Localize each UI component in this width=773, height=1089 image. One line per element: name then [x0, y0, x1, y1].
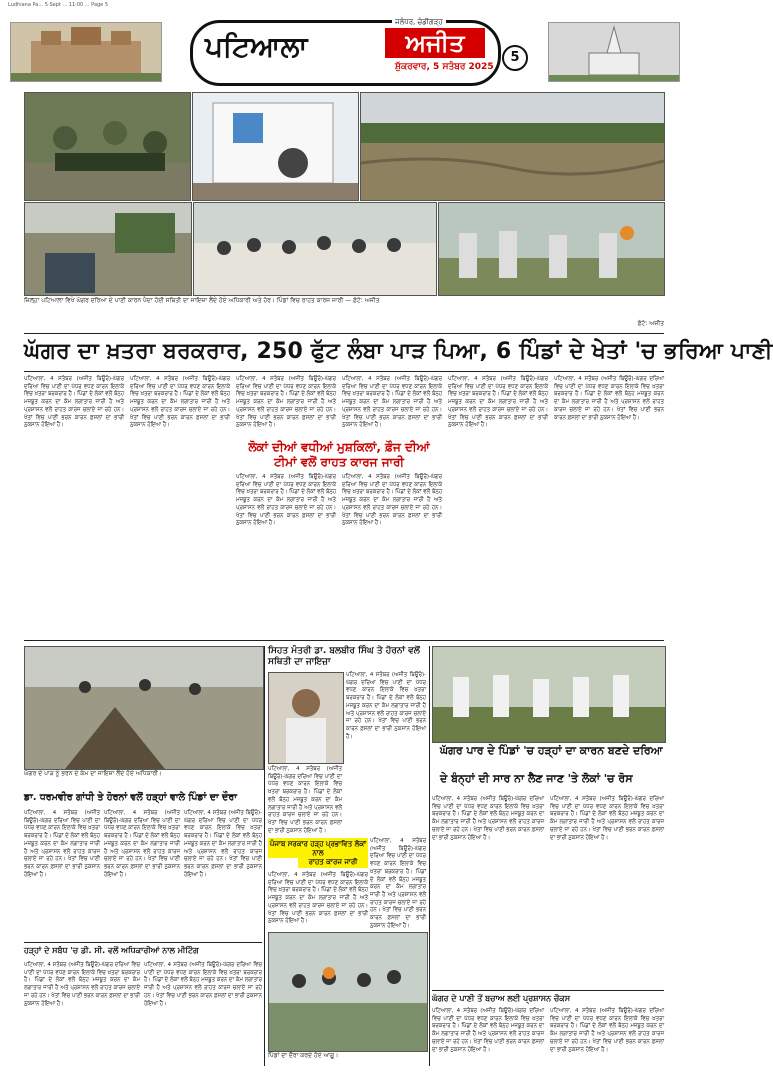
print-slug: Ludhiana Pa... 5 Sept ... 11:00 ... Page 5 [8, 2, 109, 8]
masthead-date: ਸ਼ੁੱਕਰਵਾਰ, 5 ਸਤੰਬਰ 2025 [395, 62, 494, 72]
photo-officials-group [193, 202, 437, 296]
yellow-tag-2: ਰਾਹਤ ਕਾਰਜ ਜਾਰੀ [298, 858, 368, 868]
photo-rescue-boat [24, 92, 191, 201]
article-column-4: ਪਟਿਆਲਾ, 4 ਸਤੰਬਰ (ਅਜੀਤ ਬਿਊਰੋ)-ਘੱਗਰ ਦਰਿਆ ਵਿਚ ਪਾਣੀ ਦਾ ਪੱਧਰ ਵਧਣ ਕਾਰਨ ਇਲਾਕੇ ਵਿਚ ਖ਼ਤਰਾ ਬਰਕਰਾਰ ਹੈ। ਪਿੰਡਾਂ ਦੇ ਲੋਕਾਂ ਵਲੋਂ ਬੰਨ੍ਹ ਮਜ਼ਬੂਤ ਕਰਨ ਦਾ ਕੰਮ ਲਗਾਤਾਰ ਜਾਰੀ ਹੈ ਅਤੇ ਪ੍ਰਸ਼ਾਸਨ ਵਲੋਂ ਰਾਹਤ ਕਾਰਜ ਚਲਾਏ ਜਾ ਰਹੇ ਹਨ। ਖੇਤਾਂ ਵਿਚ ਪਾਣੀ ਭਰਨ ਕਾਰਨ ਫ਼ਸਲਾਂ ਦਾ ਭਾਰੀ ਨੁਕਸਾਨ ਹੋਇਆ ਹੈ। [342, 376, 442, 429]
bottom-right-headline: ਘੱਗਰ ਦੇ ਪਾਣੀ ਤੋਂ ਬਚਾਅ ਲਈ ਪ੍ਰਸ਼ਾਸਨ ਚੌਕਸ [432, 994, 571, 1003]
mid-article-text: ਪਟਿਆਲਾ, 4 ਸਤੰਬਰ (ਅਜੀਤ ਬਿਊਰੋ)-ਘੱਗਰ ਦਰਿਆ ਵਿਚ ਪਾਣੀ ਦਾ ਪੱਧਰ ਵਧਣ ਕਾਰਨ ਇਲਾਕੇ ਵਿਚ ਖ਼ਤਰਾ ਬਰਕਰਾਰ ਹੈ। ਪਿੰਡਾਂ ਦੇ ਲੋਕਾਂ ਵਲੋਂ ਬੰਨ੍ਹ ਮਜ਼ਬੂਤ ਕਰਨ ਦਾ ਕੰਮ ਲਗਾਤਾਰ ਜਾਰੀ ਹੈ ਅਤੇ ਪ੍ਰਸ਼ਾਸਨ ਵਲੋਂ ਰਾਹਤ ਕਾਰਜ ਚਲਾਏ ਜਾ ਰਹੇ ਹਨ। ਖੇਤਾਂ ਵਿਚ ਪਾਣੀ ਭਰਨ ਕਾਰਨ ਫ਼ਸਲਾਂ ਦਾ ਭਾਰੀ ਨੁਕਸਾਨ ਹੋਇਆ ਹੈ। [346, 672, 426, 740]
photo-breach-site [24, 646, 264, 770]
lower-column-1: ਪਟਿਆਲਾ, 4 ਸਤੰਬਰ (ਅਜੀਤ ਬਿਊਰੋ)-ਘੱਗਰ ਦਰਿਆ ਵਿਚ ਪਾਣੀ ਦਾ ਪੱਧਰ ਵਧਣ ਕਾਰਨ ਇਲਾਕੇ ਵਿਚ ਖ਼ਤਰਾ ਬਰਕਰਾਰ ਹੈ। ਪਿੰਡਾਂ ਦੇ ਲੋਕਾਂ ਵਲੋਂ ਬੰਨ੍ਹ ਮਜ਼ਬੂਤ ਕਰਨ ਦਾ ਕੰਮ ਲਗਾਤਾਰ ਜਾਰੀ ਹੈ ਅਤੇ ਪ੍ਰਸ਼ਾਸਨ ਵਲੋਂ ਰਾਹਤ ਕਾਰਜ ਚਲਾਏ ਜਾ ਰਹੇ ਹਨ। ਖੇਤਾਂ ਵਿਚ ਪਾਣੀ ਭਰਨ ਕਾਰਨ ਫ਼ਸਲਾਂ ਦਾ ਭਾਰੀ ਨੁਕਸਾਨ ਹੋਇਆ ਹੈ। [24, 810, 100, 878]
mid-photo-caption: ਘੱਗਰ ਦੇ ਪਾੜ ਨੂੰ ਭਰਨ ਦੇ ਕੰਮ ਦਾ ਜਾਇਜ਼ਾ ਲੈਂਦੇ ਹੋਏ ਅਧਿਕਾਰੀ। [24, 770, 162, 777]
photo-leaders-inspection [438, 202, 665, 296]
photo-flood-water [24, 202, 192, 296]
divider [24, 371, 664, 372]
main-headline: ਘੱਗਰ ਦਾ ਖ਼ਤਰਾ ਬਰਕਰਾਰ, 250 ਫੁੱਟ ਲੰਬਾ ਪਾੜ ਪਿਆ, 6 ਪਿੰਡਾਂ ਦੇ ਖੇਤਾਂ 'ਚ ਭਰਿਆ ਪਾਣੀ [24, 339, 773, 364]
photo-ambulance [192, 92, 359, 201]
masthead-left-photo [10, 22, 162, 82]
article-column-1: ਪਟਿਆਲਾ, 4 ਸਤੰਬਰ (ਅਜੀਤ ਬਿਊਰੋ)-ਘੱਗਰ ਦਰਿਆ ਵਿਚ ਪਾਣੀ ਦਾ ਪੱਧਰ ਵਧਣ ਕਾਰਨ ਇਲਾਕੇ ਵਿਚ ਖ਼ਤਰਾ ਬਰਕਰਾਰ ਹੈ। ਪਿੰਡਾਂ ਦੇ ਲੋਕਾਂ ਵਲੋਂ ਬੰਨ੍ਹ ਮਜ਼ਬੂਤ ਕਰਨ ਦਾ ਕੰਮ ਲਗਾਤਾਰ ਜਾਰੀ ਹੈ ਅਤੇ ਪ੍ਰਸ਼ਾਸਨ ਵਲੋਂ ਰਾਹਤ ਕਾਰਜ ਚਲਾਏ ਜਾ ਰਹੇ ਹਨ। ਖੇਤਾਂ ਵਿਚ ਪਾਣੀ ਭਰਨ ਕਾਰਨ ਫ਼ਸਲਾਂ ਦਾ ਭਾਰੀ ਨੁਕਸਾਨ ਹੋਇਆ ਹੈ। [24, 376, 124, 429]
article-column-6: ਪਟਿਆਲਾ, 4 ਸਤੰਬਰ (ਅਜੀਤ ਬਿਊਰੋ)-ਘੱਗਰ ਦਰਿਆ ਵਿਚ ਪਾਣੀ ਦਾ ਪੱਧਰ ਵਧਣ ਕਾਰਨ ਇਲਾਕੇ ਵਿਚ ਖ਼ਤਰਾ ਬਰਕਰਾਰ ਹੈ। ਪਿੰਡਾਂ ਦੇ ਲੋਕਾਂ ਵਲੋਂ ਬੰਨ੍ਹ ਮਜ਼ਬੂਤ ਕਰਨ ਦਾ ਕੰਮ ਲਗਾਤਾਰ ਜਾਰੀ ਹੈ ਅਤੇ ਪ੍ਰਸ਼ਾਸਨ ਵਲੋਂ ਰਾਹਤ ਕਾਰਜ ਚਲਾਏ ਜਾ ਰਹੇ ਹਨ। ਖੇਤਾਂ ਵਿਚ ਪਾਣੀ ਭਰਨ ਕਾਰਨ ਫ਼ਸਲਾਂ ਦਾ ਭਾਰੀ ਨੁਕਸਾਨ ਹੋਇਆ ਹੈ। [554, 376, 664, 421]
masthead-edition: ਜਲੰਧਰ, ਚੰਡੀਗੜ੍ਹ [392, 18, 446, 27]
right-story-headline-2: ਦੇ ਬੰਨ੍ਹਾਂ ਦੀ ਸਾਰ ਨਾ ਲੈਣ ਜਾਣ 'ਤੇ ਲੋਕਾਂ 'ਚ ਰੋਸ [440, 772, 633, 785]
article-column-2: ਪਟਿਆਲਾ, 4 ਸਤੰਬਰ (ਅਜੀਤ ਬਿਊਰੋ)-ਘੱਗਰ ਦਰਿਆ ਵਿਚ ਪਾਣੀ ਦਾ ਪੱਧਰ ਵਧਣ ਕਾਰਨ ਇਲਾਕੇ ਵਿਚ ਖ਼ਤਰਾ ਬਰਕਰਾਰ ਹੈ। ਪਿੰਡਾਂ ਦੇ ਲੋਕਾਂ ਵਲੋਂ ਬੰਨ੍ਹ ਮਜ਼ਬੂਤ ਕਰਨ ਦਾ ਕੰਮ ਲਗਾਤਾਰ ਜਾਰੀ ਹੈ ਅਤੇ ਪ੍ਰਸ਼ਾਸਨ ਵਲੋਂ ਰਾਹਤ ਕਾਰਜ ਚਲਾਏ ਜਾ ਰਹੇ ਹਨ। ਖੇਤਾਂ ਵਿਚ ਪਾਣੀ ਭਰਨ ਕਾਰਨ ਫ਼ਸਲਾਂ ਦਾ ਭਾਰੀ ਨੁਕਸਾਨ ਹੋਇਆ ਹੈ। [130, 376, 230, 429]
column-divider [429, 646, 430, 1066]
left-story-headline: ਡਾ. ਧਰਮਵੀਰ ਗਾਂਧੀ ਤੇ ਹੋਰਨਾਂ ਵਲੋਂ ਹੜ੍ਹਾਂ ਵਾਲੇ ਪਿੰਡਾਂ ਦਾ ਦੌਰਾ [24, 792, 237, 803]
article-column-3: ਪਟਿਆਲਾ, 4 ਸਤੰਬਰ (ਅਜੀਤ ਬਿਊਰੋ)-ਘੱਗਰ ਦਰਿਆ ਵਿਚ ਪਾਣੀ ਦਾ ਪੱਧਰ ਵਧਣ ਕਾਰਨ ਇਲਾਕੇ ਵਿਚ ਖ਼ਤਰਾ ਬਰਕਰਾਰ ਹੈ। ਪਿੰਡਾਂ ਦੇ ਲੋਕਾਂ ਵਲੋਂ ਬੰਨ੍ਹ ਮਜ਼ਬੂਤ ਕਰਨ ਦਾ ਕੰਮ ਲਗਾਤਾਰ ਜਾਰੀ ਹੈ ਅਤੇ ਪ੍ਰਸ਼ਾਸਨ ਵਲੋਂ ਰਾਹਤ ਕਾਰਜ ਚਲਾਏ ਜਾ ਰਹੇ ਹਨ। ਖੇਤਾਂ ਵਿਚ ਪਾਣੀ ਭਰਨ ਕਾਰਨ ਫ਼ਸਲਾਂ ਦਾ ਭਾਰੀ ਨੁਕਸਾਨ ਹੋਇਆ ਹੈ। [236, 376, 336, 429]
top-photo-caption: ਜ਼ਿਲ੍ਹਾ ਪਟਿਆਲਾ ਵਿਖੇ ਘੱਗਰ ਦਰਿਆ ਦੇ ਪਾਣੀ ਕਾਰਨ ਪੈਦਾ ਹੋਈ ਸਥਿਤੀ ਦਾ ਜਾਇਜ਼ਾ ਲੈਂਦੇ ਹੋਏ ਅਧਿਕਾਰੀ ਅਤੇ ਹੋਰ। ਪਿੰਡਾਂ ਵਿਚ ਰਾਹਤ ਕਾਰਜ ਜਾਰੀ — ਫ਼ੋਟੋ: ਅਜੀਤ [24, 297, 380, 304]
yellow-tag: ਪੰਜਾਬ ਸਰਕਾਰ ਹੜ੍ਹ ਪ੍ਰਭਾਵਿਤ ਲੋਕਾਂ ਨਾਲ [269, 840, 367, 857]
masthead-paper-name: ਅਜੀਤ [385, 28, 485, 58]
bottom-photo-caption: ਪਿੰਡਾਂ ਦਾ ਦੌਰਾ ਕਰਦੇ ਹੋਏ ਆਗੂ। [268, 1052, 339, 1059]
photo-minister-portrait [268, 672, 344, 764]
article-column-3b: ਪਟਿਆਲਾ, 4 ਸਤੰਬਰ (ਅਜੀਤ ਬਿਊਰੋ)-ਘੱਗਰ ਦਰਿਆ ਵਿਚ ਪਾਣੀ ਦਾ ਪੱਧਰ ਵਧਣ ਕਾਰਨ ਇਲਾਕੇ ਵਿਚ ਖ਼ਤਰਾ ਬਰਕਰਾਰ ਹੈ। ਪਿੰਡਾਂ ਦੇ ਲੋਕਾਂ ਵਲੋਂ ਬੰਨ੍ਹ ਮਜ਼ਬੂਤ ਕਰਨ ਦਾ ਕੰਮ ਲਗਾਤਾਰ ਜਾਰੀ ਹੈ ਅਤੇ ਪ੍ਰਸ਼ਾਸਨ ਵਲੋਂ ਰਾਹਤ ਕਾਰਜ ਚਲਾਏ ਜਾ ਰਹੇ ਹਨ। ਖੇਤਾਂ ਵਿਚ ਪਾਣੀ ਭਰਨ ਕਾਰਨ ਫ਼ਸਲਾਂ ਦਾ ਭਾਰੀ ਨੁਕਸਾਨ ਹੋਇਆ ਹੈ। [236, 474, 336, 527]
photo-leaders-at-river [268, 932, 428, 1052]
right-lower-column-2: ਪਟਿਆਲਾ, 4 ਸਤੰਬਰ (ਅਜੀਤ ਬਿਊਰੋ)-ਘੱਗਰ ਦਰਿਆ ਵਿਚ ਪਾਣੀ ਦਾ ਪੱਧਰ ਵਧਣ ਕਾਰਨ ਇਲਾਕੇ ਵਿਚ ਖ਼ਤਰਾ ਬਰਕਰਾਰ ਹੈ। ਪਿੰਡਾਂ ਦੇ ਲੋਕਾਂ ਵਲੋਂ ਬੰਨ੍ਹ ਮਜ਼ਬੂਤ ਕਰਨ ਦਾ ਕੰਮ ਲਗਾਤਾਰ ਜਾਰੀ ਹੈ ਅਤੇ ਪ੍ਰਸ਼ਾਸਨ ਵਲੋਂ ਰਾਹਤ ਕਾਰਜ ਚਲਾਏ ਜਾ ਰਹੇ ਹਨ। ਖੇਤਾਂ ਵਿਚ ਪਾਣੀ ਭਰਨ ਕਾਰਨ ਫ਼ਸਲਾਂ ਦਾ ਭਾਰੀ ਨੁਕਸਾਨ ਹੋਇਆ ਹੈ। [550, 796, 664, 841]
bottom-right-column-2: ਪਟਿਆਲਾ, 4 ਸਤੰਬਰ (ਅਜੀਤ ਬਿਊਰੋ)-ਘੱਗਰ ਦਰਿਆ ਵਿਚ ਪਾਣੀ ਦਾ ਪੱਧਰ ਵਧਣ ਕਾਰਨ ਇਲਾਕੇ ਵਿਚ ਖ਼ਤਰਾ ਬਰਕਰਾਰ ਹੈ। ਪਿੰਡਾਂ ਦੇ ਲੋਕਾਂ ਵਲੋਂ ਬੰਨ੍ਹ ਮਜ਼ਬੂਤ ਕਰਨ ਦਾ ਕੰਮ ਲਗਾਤਾਰ ਜਾਰੀ ਹੈ ਅਤੇ ਪ੍ਰਸ਼ਾਸਨ ਵਲੋਂ ਰਾਹਤ ਕਾਰਜ ਚਲਾਏ ਜਾ ਰਹੇ ਹਨ। ਖੇਤਾਂ ਵਿਚ ਪਾਣੀ ਭਰਨ ਕਾਰਨ ਫ਼ਸਲਾਂ ਦਾ ਭਾਰੀ ਨੁਕਸਾਨ ਹੋਇਆ ਹੈ। [550, 1008, 664, 1053]
bottom-left-column-1: ਪਟਿਆਲਾ, 4 ਸਤੰਬਰ (ਅਜੀਤ ਬਿਊਰੋ)-ਘੱਗਰ ਦਰਿਆ ਵਿਚ ਪਾਣੀ ਦਾ ਪੱਧਰ ਵਧਣ ਕਾਰਨ ਇਲਾਕੇ ਵਿਚ ਖ਼ਤਰਾ ਬਰਕਰਾਰ ਹੈ। ਪਿੰਡਾਂ ਦੇ ਲੋਕਾਂ ਵਲੋਂ ਬੰਨ੍ਹ ਮਜ਼ਬੂਤ ਕਰਨ ਦਾ ਕੰਮ ਲਗਾਤਾਰ ਜਾਰੀ ਹੈ ਅਤੇ ਪ੍ਰਸ਼ਾਸਨ ਵਲੋਂ ਰਾਹਤ ਕਾਰਜ ਚਲਾਏ ਜਾ ਰਹੇ ਹਨ। ਖੇਤਾਂ ਵਿਚ ਪਾਣੀ ਭਰਨ ਕਾਰਨ ਫ਼ਸਲਾਂ ਦਾ ਭਾਰੀ ਨੁਕਸਾਨ ਹੋਇਆ ਹੈ। [24, 962, 140, 1007]
top-photo-credit: ਫ਼ੋਟੋ: ਅਜੀਤ [637, 320, 664, 327]
photo-flooded-fields [360, 92, 665, 201]
lower-column-3: ਪਟਿਆਲਾ, 4 ਸਤੰਬਰ (ਅਜੀਤ ਬਿਊਰੋ)-ਘੱਗਰ ਦਰਿਆ ਵਿਚ ਪਾਣੀ ਦਾ ਪੱਧਰ ਵਧਣ ਕਾਰਨ ਇਲਾਕੇ ਵਿਚ ਖ਼ਤਰਾ ਬਰਕਰਾਰ ਹੈ। ਪਿੰਡਾਂ ਦੇ ਲੋਕਾਂ ਵਲੋਂ ਬੰਨ੍ਹ ਮਜ਼ਬੂਤ ਕਰਨ ਦਾ ਕੰਮ ਲਗਾਤਾਰ ਜਾਰੀ ਹੈ ਅਤੇ ਪ੍ਰਸ਼ਾਸਨ ਵਲੋਂ ਰਾਹਤ ਕਾਰਜ ਚਲਾਏ ਜਾ ਰਹੇ ਹਨ। ਖੇਤਾਂ ਵਿਚ ਪਾਣੀ ਭਰਨ ਕਾਰਨ ਫ਼ਸਲਾਂ ਦਾ ਭਾਰੀ ਨੁਕਸਾਨ ਹੋਇਆ ਹੈ। [184, 810, 262, 878]
divider [24, 333, 664, 334]
masthead-city: ਪਟਿਆਲਾ [205, 30, 308, 63]
bottom-right-column-1: ਪਟਿਆਲਾ, 4 ਸਤੰਬਰ (ਅਜੀਤ ਬਿਊਰੋ)-ਘੱਗਰ ਦਰਿਆ ਵਿਚ ਪਾਣੀ ਦਾ ਪੱਧਰ ਵਧਣ ਕਾਰਨ ਇਲਾਕੇ ਵਿਚ ਖ਼ਤਰਾ ਬਰਕਰਾਰ ਹੈ। ਪਿੰਡਾਂ ਦੇ ਲੋਕਾਂ ਵਲੋਂ ਬੰਨ੍ਹ ਮਜ਼ਬੂਤ ਕਰਨ ਦਾ ਕੰਮ ਲਗਾਤਾਰ ਜਾਰੀ ਹੈ ਅਤੇ ਪ੍ਰਸ਼ਾਸਨ ਵਲੋਂ ਰਾਹਤ ਕਾਰਜ ਚਲਾਏ ਜਾ ਰਹੇ ਹਨ। ਖੇਤਾਂ ਵਿਚ ਪਾਣੀ ਭਰਨ ਕਾਰਨ ਫ਼ਸਲਾਂ ਦਾ ਭਾਰੀ ਨੁਕਸਾਨ ਹੋਇਆ ਹੈ। [432, 1008, 544, 1053]
divider [432, 990, 664, 991]
article-column-5: ਪਟਿਆਲਾ, 4 ਸਤੰਬਰ (ਅਜੀਤ ਬਿਊਰੋ)-ਘੱਗਰ ਦਰਿਆ ਵਿਚ ਪਾਣੀ ਦਾ ਪੱਧਰ ਵਧਣ ਕਾਰਨ ਇਲਾਕੇ ਵਿਚ ਖ਼ਤਰਾ ਬਰਕਰਾਰ ਹੈ। ਪਿੰਡਾਂ ਦੇ ਲੋਕਾਂ ਵਲੋਂ ਬੰਨ੍ਹ ਮਜ਼ਬੂਤ ਕਰਨ ਦਾ ਕੰਮ ਲਗਾਤਾਰ ਜਾਰੀ ਹੈ ਅਤੇ ਪ੍ਰਸ਼ਾਸਨ ਵਲੋਂ ਰਾਹਤ ਕਾਰਜ ਚਲਾਏ ਜਾ ਰਹੇ ਹਨ। ਖੇਤਾਂ ਵਿਚ ਪਾਣੀ ਭਰਨ ਕਾਰਨ ਫ਼ਸਲਾਂ ਦਾ ਭਾਰੀ ਨੁਕਸਾਨ ਹੋਇਆ ਹੈ। [448, 376, 548, 429]
lower-column-2: ਪਟਿਆਲਾ, 4 ਸਤੰਬਰ (ਅਜੀਤ ਬਿਊਰੋ)-ਘੱਗਰ ਦਰਿਆ ਵਿਚ ਪਾਣੀ ਦਾ ਪੱਧਰ ਵਧਣ ਕਾਰਨ ਇਲਾਕੇ ਵਿਚ ਖ਼ਤਰਾ ਬਰਕਰਾਰ ਹੈ। ਪਿੰਡਾਂ ਦੇ ਲੋਕਾਂ ਵਲੋਂ ਬੰਨ੍ਹ ਮਜ਼ਬੂਤ ਕਰਨ ਦਾ ਕੰਮ ਲਗਾਤਾਰ ਜਾਰੀ ਹੈ ਅਤੇ ਪ੍ਰਸ਼ਾਸਨ ਵਲੋਂ ਰਾਹਤ ਕਾਰਜ ਚਲਾਏ ਜਾ ਰਹੇ ਹਨ। ਖੇਤਾਂ ਵਿਚ ਪਾਣੀ ਭਰਨ ਕਾਰਨ ਫ਼ਸਲਾਂ ਦਾ ਭਾਰੀ ਨੁਕਸਾਨ ਹੋਇਆ ਹੈ। [104, 810, 180, 878]
right-story-headline-1: ਘੱਗਰ ਪਾਰ ਦੇ ਪਿੰਡਾਂ 'ਚ ਹੜ੍ਹਾਂ ਦਾ ਕਾਰਨ ਬਣਦੇ ਦਰਿਆ [440, 744, 663, 757]
page-number: 5 [502, 45, 528, 71]
divider [24, 640, 664, 641]
mid-lower-text: ਪਟਿਆਲਾ, 4 ਸਤੰਬਰ (ਅਜੀਤ ਬਿਊਰੋ)-ਘੱਗਰ ਦਰਿਆ ਵਿਚ ਪਾਣੀ ਦਾ ਪੱਧਰ ਵਧਣ ਕਾਰਨ ਇਲਾਕੇ ਵਿਚ ਖ਼ਤਰਾ ਬਰਕਰਾਰ ਹੈ। ਪਿੰਡਾਂ ਦੇ ਲੋਕਾਂ ਵਲੋਂ ਬੰਨ੍ਹ ਮਜ਼ਬੂਤ ਕਰਨ ਦਾ ਕੰਮ ਲਗਾਤਾਰ ਜਾਰੀ ਹੈ ਅਤੇ ਪ੍ਰਸ਼ਾਸਨ ਵਲੋਂ ਰਾਹਤ ਕਾਰਜ ਚਲਾਏ ਜਾ ਰਹੇ ਹਨ। ਖੇਤਾਂ ਵਿਚ ਪਾਣੀ ਭਰਨ ਕਾਰਨ ਫ਼ਸਲਾਂ ਦਾ ਭਾਰੀ ਨੁਕਸਾਨ ਹੋਇਆ ਹੈ। [370, 838, 426, 929]
masthead-right-photo [548, 22, 680, 82]
bottom-left-column-2: ਪਟਿਆਲਾ, 4 ਸਤੰਬਰ (ਅਜੀਤ ਬਿਊਰੋ)-ਘੱਗਰ ਦਰਿਆ ਵਿਚ ਪਾਣੀ ਦਾ ਪੱਧਰ ਵਧਣ ਕਾਰਨ ਇਲਾਕੇ ਵਿਚ ਖ਼ਤਰਾ ਬਰਕਰਾਰ ਹੈ। ਪਿੰਡਾਂ ਦੇ ਲੋਕਾਂ ਵਲੋਂ ਬੰਨ੍ਹ ਮਜ਼ਬੂਤ ਕਰਨ ਦਾ ਕੰਮ ਲਗਾਤਾਰ ਜਾਰੀ ਹੈ ਅਤੇ ਪ੍ਰਸ਼ਾਸਨ ਵਲੋਂ ਰਾਹਤ ਕਾਰਜ ਚਲਾਏ ਜਾ ਰਹੇ ਹਨ। ਖੇਤਾਂ ਵਿਚ ਪਾਣੀ ਭਰਨ ਕਾਰਨ ਫ਼ਸਲਾਂ ਦਾ ਭਾਰੀ ਨੁਕਸਾਨ ਹੋਇਆ ਹੈ। [144, 962, 262, 1007]
column-divider [264, 646, 265, 1066]
mid-story-headline: ਸਿਹਤ ਮੰਤਰੀ ਡਾ. ਬਲਬੀਰ ਸਿੰਘ ਤੇ ਹੋਰਨਾਂ ਵਲੋਂ ਸਥਿਤੀ ਦਾ ਜਾਇਜ਼ਾ [268, 646, 420, 667]
mid-article-text-2: ਪਟਿਆਲਾ, 4 ਸਤੰਬਰ (ਅਜੀਤ ਬਿਊਰੋ)-ਘੱਗਰ ਦਰਿਆ ਵਿਚ ਪਾਣੀ ਦਾ ਪੱਧਰ ਵਧਣ ਕਾਰਨ ਇਲਾਕੇ ਵਿਚ ਖ਼ਤਰਾ ਬਰਕਰਾਰ ਹੈ। ਪਿੰਡਾਂ ਦੇ ਲੋਕਾਂ ਵਲੋਂ ਬੰਨ੍ਹ ਮਜ਼ਬੂਤ ਕਰਨ ਦਾ ਕੰਮ ਲਗਾਤਾਰ ਜਾਰੀ ਹੈ ਅਤੇ ਪ੍ਰਸ਼ਾਸਨ ਵਲੋਂ ਰਾਹਤ ਕਾਰਜ ਚਲਾਏ ਜਾ ਰਹੇ ਹਨ। ਖੇਤਾਂ ਵਿਚ ਪਾਣੀ ਭਰਨ ਕਾਰਨ ਫ਼ਸਲਾਂ ਦਾ ਭਾਰੀ ਨੁਕਸਾਨ ਹੋਇਆ ਹੈ। [268, 766, 342, 834]
right-lower-column-1: ਪਟਿਆਲਾ, 4 ਸਤੰਬਰ (ਅਜੀਤ ਬਿਊਰੋ)-ਘੱਗਰ ਦਰਿਆ ਵਿਚ ਪਾਣੀ ਦਾ ਪੱਧਰ ਵਧਣ ਕਾਰਨ ਇਲਾਕੇ ਵਿਚ ਖ਼ਤਰਾ ਬਰਕਰਾਰ ਹੈ। ਪਿੰਡਾਂ ਦੇ ਲੋਕਾਂ ਵਲੋਂ ਬੰਨ੍ਹ ਮਜ਼ਬੂਤ ਕਰਨ ਦਾ ਕੰਮ ਲਗਾਤਾਰ ਜਾਰੀ ਹੈ ਅਤੇ ਪ੍ਰਸ਼ਾਸਨ ਵਲੋਂ ਰਾਹਤ ਕਾਰਜ ਚਲਾਏ ਜਾ ਰਹੇ ਹਨ। ਖੇਤਾਂ ਵਿਚ ਪਾਣੀ ਭਰਨ ਕਾਰਨ ਫ਼ਸਲਾਂ ਦਾ ਭਾਰੀ ਨੁਕਸਾਨ ਹੋਇਆ ਹੈ। [432, 796, 544, 841]
bottom-left-headline: ਹੜ੍ਹਾਂ ਦੇ ਸਬੰਧ 'ਚ ਡੀ. ਸੀ. ਵਲੋਂ ਅਧਿਕਾਰੀਆਂ ਨਾਲ ਮੀਟਿੰਗ [24, 946, 199, 955]
photo-villagers-protest [432, 646, 666, 743]
mid-lower-text-2: ਪਟਿਆਲਾ, 4 ਸਤੰਬਰ (ਅਜੀਤ ਬਿਊਰੋ)-ਘੱਗਰ ਦਰਿਆ ਵਿਚ ਪਾਣੀ ਦਾ ਪੱਧਰ ਵਧਣ ਕਾਰਨ ਇਲਾਕੇ ਵਿਚ ਖ਼ਤਰਾ ਬਰਕਰਾਰ ਹੈ। ਪਿੰਡਾਂ ਦੇ ਲੋਕਾਂ ਵਲੋਂ ਬੰਨ੍ਹ ਮਜ਼ਬੂਤ ਕਰਨ ਦਾ ਕੰਮ ਲਗਾਤਾਰ ਜਾਰੀ ਹੈ ਅਤੇ ਪ੍ਰਸ਼ਾਸਨ ਵਲੋਂ ਰਾਹਤ ਕਾਰਜ ਚਲਾਏ ਜਾ ਰਹੇ ਹਨ। ਖੇਤਾਂ ਵਿਚ ਪਾਣੀ ਭਰਨ ਕਾਰਨ ਫ਼ਸਲਾਂ ਦਾ ਭਾਰੀ ਨੁਕਸਾਨ ਹੋਇਆ ਹੈ। [268, 872, 368, 925]
red-subheadline: ਲੋਕਾਂ ਦੀਆਂ ਵਧੀਆਂ ਮੁਸ਼ਕਿਲਾਂ, ਫ਼ੌਜ ਦੀਆਂ ਟੀਮਾਂ ਵਲੋਂ ਰਾਹਤ ਕਾਰਜ ਜਾਰੀ [248, 440, 430, 469]
divider [24, 942, 262, 943]
article-column-4b: ਪਟਿਆਲਾ, 4 ਸਤੰਬਰ (ਅਜੀਤ ਬਿਊਰੋ)-ਘੱਗਰ ਦਰਿਆ ਵਿਚ ਪਾਣੀ ਦਾ ਪੱਧਰ ਵਧਣ ਕਾਰਨ ਇਲਾਕੇ ਵਿਚ ਖ਼ਤਰਾ ਬਰਕਰਾਰ ਹੈ। ਪਿੰਡਾਂ ਦੇ ਲੋਕਾਂ ਵਲੋਂ ਬੰਨ੍ਹ ਮਜ਼ਬੂਤ ਕਰਨ ਦਾ ਕੰਮ ਲਗਾਤਾਰ ਜਾਰੀ ਹੈ ਅਤੇ ਪ੍ਰਸ਼ਾਸਨ ਵਲੋਂ ਰਾਹਤ ਕਾਰਜ ਚਲਾਏ ਜਾ ਰਹੇ ਹਨ। ਖੇਤਾਂ ਵਿਚ ਪਾਣੀ ਭਰਨ ਕਾਰਨ ਫ਼ਸਲਾਂ ਦਾ ਭਾਰੀ ਨੁਕਸਾਨ ਹੋਇਆ ਹੈ। [342, 474, 442, 527]
